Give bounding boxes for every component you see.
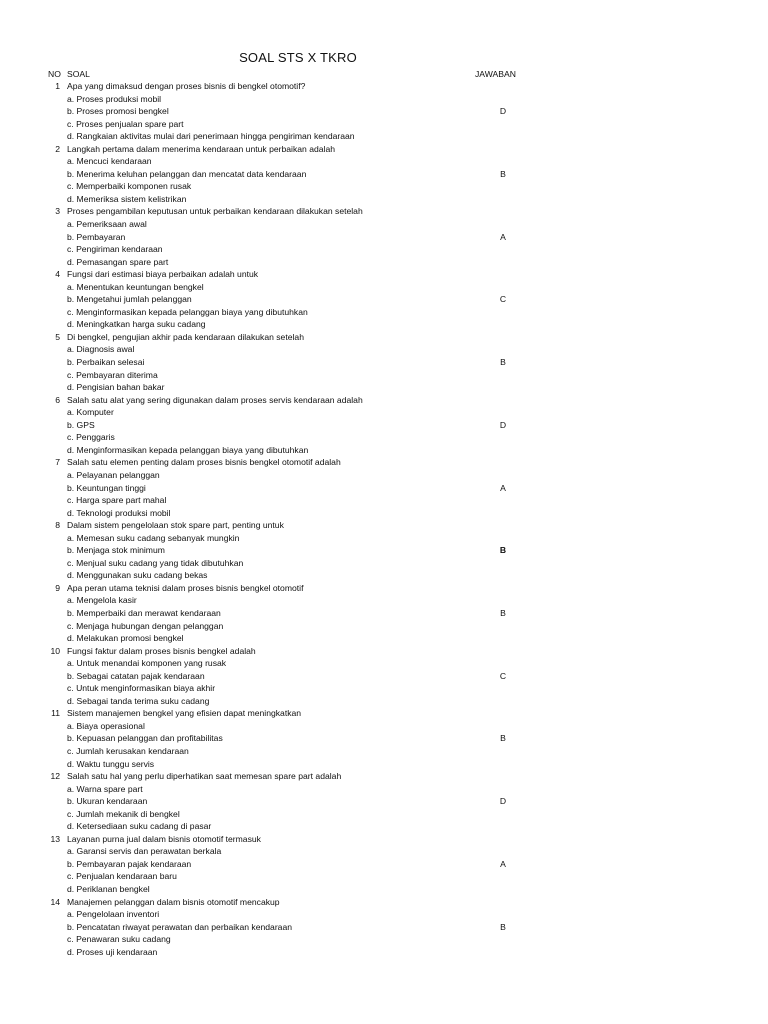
answer-option: b. Mengetahui jumlah pelanggan bbox=[67, 294, 192, 305]
question-number: 13 bbox=[50, 833, 60, 844]
question-number: 14 bbox=[50, 896, 60, 907]
answer-option: d. Waktu tunggu servis bbox=[67, 758, 155, 769]
question-text: Fungsi dari estimasi biaya perbaikan adalah untuk bbox=[67, 269, 259, 280]
answer-option: b. Keuntungan tinggi bbox=[67, 482, 146, 493]
header-soal: SOAL bbox=[67, 69, 90, 79]
question-row bbox=[0, 394, 768, 457]
question-text: Sistem manajemen bengkel yang efisien dapat meningkatkan bbox=[67, 708, 302, 719]
question-text: Salah satu hal yang perlu diperhatikan saat memesan spare part adalah bbox=[67, 771, 342, 782]
answer-option: c. Pengiriman kendaraan bbox=[67, 244, 163, 255]
question-row bbox=[0, 770, 768, 833]
answer-option: a. Mengelola kasir bbox=[67, 595, 137, 606]
answer-option: b. GPS bbox=[67, 419, 95, 430]
answer-option: c. Untuk menginformasikan biaya akhir bbox=[67, 683, 216, 694]
answer-option: c. Jumlah kerusakan kendaraan bbox=[67, 745, 189, 756]
answer-key: B bbox=[500, 607, 506, 618]
answer-key: C bbox=[499, 294, 507, 305]
answer-option: a. Garansi servis dan perawatan berkala bbox=[67, 846, 222, 857]
answer-key: B bbox=[499, 545, 507, 556]
answer-option: b. Pencatatan riwayat perawatan dan perbaikan kendaraan bbox=[67, 921, 293, 932]
answer-key: D bbox=[499, 796, 507, 807]
answer-option: b. Pembayaran bbox=[67, 231, 126, 242]
header-jawaban: JAWABAN bbox=[475, 69, 516, 79]
answer-option: d. Menggunakan suku cadang bekas bbox=[67, 570, 208, 581]
answer-key: C bbox=[499, 670, 507, 681]
question-row bbox=[0, 645, 768, 708]
question-text: Langkah pertama dalam menerima kendaraan untuk perbaikan adalah bbox=[67, 143, 336, 154]
answer-option: d. Ketersediaan suku cadang di pasar bbox=[67, 821, 212, 832]
header-no: NO bbox=[48, 69, 61, 79]
question-number: 12 bbox=[50, 771, 60, 782]
question-number: 5 bbox=[55, 331, 60, 342]
question-row bbox=[0, 456, 768, 519]
answer-option: a. Untuk menandai komponen yang rusak bbox=[67, 658, 227, 669]
answer-option: d. Periklanan bengkel bbox=[67, 884, 150, 894]
answer-key: B bbox=[500, 357, 506, 368]
answer-option: b. Sebagai catatan pajak kendaraan bbox=[67, 670, 205, 681]
answer-key: D bbox=[499, 419, 507, 430]
question-text: Layanan purna jual dalam bisnis otomotif termasuk bbox=[67, 833, 261, 844]
answer-key: B bbox=[500, 921, 506, 932]
answer-option: c. Jumlah mekanik di bengkel bbox=[67, 808, 180, 819]
answer-option: a. Menentukan keuntungan bengkel bbox=[67, 281, 204, 292]
answer-option: c. Menjual suku cadang yang tidak dibutuhkan bbox=[67, 557, 244, 568]
question-row bbox=[0, 833, 768, 896]
answer-key: A bbox=[500, 858, 506, 869]
question-row bbox=[0, 268, 768, 331]
answer-option: c. Memperbaiki komponen rusak bbox=[67, 181, 192, 192]
question-text: Di bengkel, pengujian akhir pada kendaraan dilakukan setelah bbox=[67, 331, 304, 342]
question-row bbox=[0, 80, 768, 143]
answer-option: d. Memeriksa sistem kelistrikan bbox=[67, 193, 187, 204]
answer-option: d. Menginformasikan kepada pelanggan biaya yang dibutuhkan bbox=[67, 444, 309, 455]
answer-option: c. Proses penjualan spare part bbox=[67, 118, 184, 129]
answer-key: A bbox=[500, 231, 506, 242]
answer-option: a. Proses produksi mobil bbox=[67, 93, 162, 104]
answer-option: d. Sebagai tanda terima suku cadang bbox=[67, 695, 210, 706]
answer-option: d. Meningkatkan harga suku cadang bbox=[67, 319, 206, 330]
answer-option: a. Pelayanan pelanggan bbox=[67, 469, 160, 480]
answer-option: b. Ukuran kendaraan bbox=[67, 796, 148, 807]
answer-option: b. Memperbaiki dan merawat kendaraan bbox=[67, 607, 221, 618]
question-row bbox=[0, 205, 768, 268]
question-table bbox=[0, 80, 768, 958]
question-number: 11 bbox=[51, 708, 60, 719]
answer-option: d. Proses uji kendaraan bbox=[67, 946, 158, 957]
answer-option: d. Melakukan promosi bengkel bbox=[67, 633, 184, 644]
answer-key: A bbox=[500, 482, 506, 493]
answer-option: c. Menginformasikan kepada pelanggan biaya yang dibutuhkan bbox=[67, 306, 308, 317]
answer-option: c. Harga spare part mahal bbox=[67, 495, 167, 506]
answer-key: D bbox=[499, 106, 507, 117]
answer-option: d. Rangkaian aktivitas mulai dari penerimaan hingga pengiriman kendaraan bbox=[67, 131, 355, 142]
answer-option: c. Menjaga hubungan dengan pelanggan bbox=[67, 620, 224, 631]
question-number: 3 bbox=[55, 206, 60, 217]
question-number: 10 bbox=[50, 645, 60, 656]
question-text: Proses pengambilan keputusan untuk perbaikan kendaraan dilakukan setelah bbox=[67, 206, 363, 217]
answer-option: c. Pembayaran diterima bbox=[67, 369, 158, 380]
question-text: Fungsi faktur dalam proses bisnis bengkel adalah bbox=[67, 645, 256, 656]
answer-option: d. Pemasangan spare part bbox=[67, 256, 169, 267]
question-number: 4 bbox=[55, 269, 60, 280]
question-text: Dalam sistem pengelolaan stok spare part, penting untuk bbox=[67, 520, 284, 531]
question-number: 8 bbox=[55, 520, 60, 531]
question-number: 2 bbox=[55, 143, 60, 154]
answer-option: a. Pemeriksaan awal bbox=[67, 219, 147, 230]
answer-option: b. Perbaikan selesai bbox=[67, 357, 145, 368]
question-text: Apa peran utama teknisi dalam proses bisnis bengkel otomotif bbox=[67, 582, 304, 593]
answer-option: b. Pembayaran pajak kendaraan bbox=[67, 858, 192, 869]
answer-option: b. Proses promosi bengkel bbox=[67, 106, 169, 117]
question-row bbox=[0, 707, 768, 770]
answer-option: c. Penawaran suku cadang bbox=[67, 934, 171, 945]
answer-option: a. Mencuci kendaraan bbox=[67, 156, 152, 167]
answer-option: b. Menjaga stok minimum bbox=[67, 545, 165, 556]
question-text: Apa yang dimaksud dengan proses bisnis di bengkel otomotif? bbox=[67, 81, 306, 91]
question-row bbox=[0, 143, 768, 206]
answer-option: d. Pengisian bahan bakar bbox=[67, 382, 165, 393]
answer-option: c. Penjualan kendaraan baru bbox=[67, 871, 177, 882]
question-row bbox=[0, 331, 768, 394]
answer-option: b. Menerima keluhan pelanggan dan mencatat data kendaraan bbox=[67, 168, 307, 179]
question-text: Salah satu alat yang sering digunakan dalam proses servis kendaraan adalah bbox=[67, 394, 363, 405]
answer-key: B bbox=[500, 733, 506, 744]
question-number: 6 bbox=[55, 394, 60, 405]
page-title: SOAL STS X TKRO bbox=[239, 50, 357, 65]
question-number: 9 bbox=[55, 582, 60, 593]
question-row bbox=[0, 896, 768, 959]
answer-option: a. Memesan suku cadang sebanyak mungkin bbox=[67, 532, 240, 543]
question-row bbox=[0, 519, 768, 582]
answer-option: a. Pengelolaan inventori bbox=[67, 909, 160, 920]
question-number: 7 bbox=[55, 457, 60, 468]
question-number: 1 bbox=[55, 81, 60, 91]
answer-option: a. Warna spare part bbox=[67, 783, 143, 794]
answer-option: d. Teknologi produksi mobil bbox=[67, 507, 171, 518]
answer-key: B bbox=[500, 168, 506, 179]
answer-option: b. Kepuasan pelanggan dan profitabilitas bbox=[67, 733, 223, 744]
answer-option: c. Penggaris bbox=[67, 432, 115, 443]
question-text: Manajemen pelanggan dalam bisnis otomotif mencakup bbox=[67, 896, 280, 907]
answer-option: a. Diagnosis awal bbox=[67, 344, 135, 355]
question-text: Salah satu elemen penting dalam proses bisnis bengkel otomotif adalah bbox=[67, 457, 341, 468]
answer-option: a. Komputer bbox=[67, 407, 114, 418]
question-row bbox=[0, 582, 768, 645]
answer-option: a. Biaya operasional bbox=[67, 720, 145, 731]
